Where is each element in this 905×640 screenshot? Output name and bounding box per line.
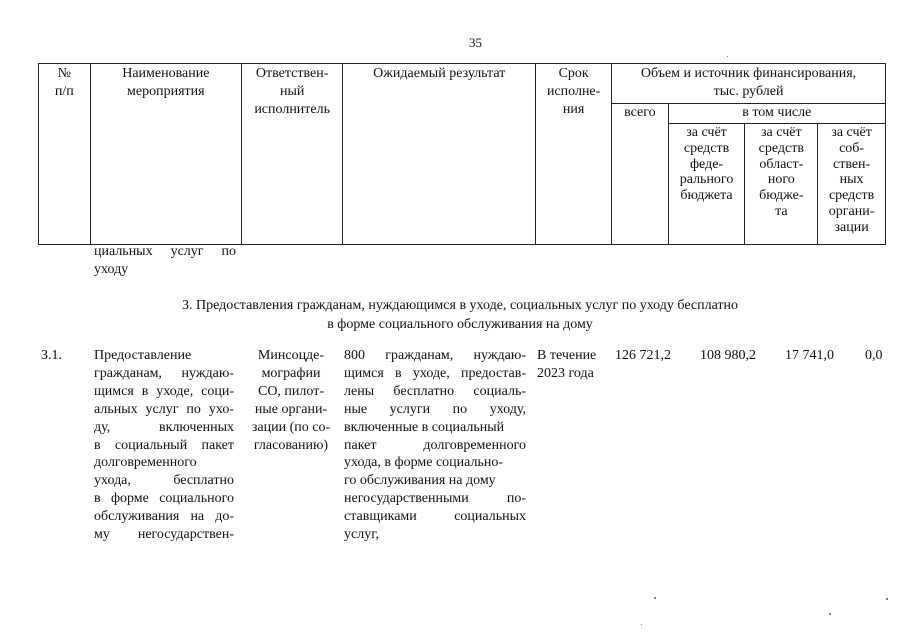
row-own: 0,0 — [865, 348, 883, 363]
header-finance: Объем и источник финансирования, тыс. рублей — [612, 64, 886, 104]
section-title-line-2: в форме социального обслуживания на дому — [327, 317, 593, 332]
header-regional: за счёт средств област- ного бюдже- та — [745, 124, 818, 245]
continuation-line-2: уходу — [94, 262, 129, 277]
header-name: Наименование мероприятия — [90, 64, 242, 245]
scan-speck — [727, 56, 728, 57]
header-executor: Ответствен- ный исполнитель — [242, 64, 343, 245]
header-total: всего — [612, 104, 669, 245]
header-num: № п/п — [39, 64, 91, 245]
header-table — [38, 63, 886, 245]
continuation-line-1: циальных услуг по — [94, 244, 236, 259]
header-including: в том числе — [668, 104, 885, 124]
row-total: 126 721,2 — [615, 348, 671, 363]
scan-speck — [641, 624, 642, 625]
page-number: 35 — [469, 35, 482, 50]
row-name: Предоставление гражданам, нуждаю- щимся в уходе, соци- альных услуг по ухо- ду, включенных в социальный пакет долговременного ухода, бесплатно в форме социального обслуживания на до- му негосударствен- — [94, 348, 234, 543]
continuation-text — [94, 243, 236, 279]
header-own: за счёт соб- ствен- ных средств органи- зации — [818, 124, 886, 245]
row-executor: Минсоцде- мографии СО, пилот- ные органи- зации (по со- гласованию) — [251, 348, 331, 453]
row-regional: 17 741,0 — [785, 348, 834, 363]
row-result: 800 гражданам, нуждаю- щимся в уходе, предостав- лены бесплатно социаль- ные услуги по уходу, включенные в социальный пакет долговременного ухода, в форме социально- го обслуживания на дому негосударственными по- ставщиками социальных услуг, — [344, 348, 526, 543]
row-term: В течение 2023 года — [537, 348, 597, 381]
scan-speck — [829, 613, 831, 615]
row-number: 3.1. — [41, 348, 62, 363]
row-federal: 108 980,2 — [700, 348, 756, 363]
header-result: Ожидаемый результат — [343, 64, 536, 245]
header-term: Срок исполне- ния — [536, 64, 612, 245]
header-federal: за счёт средств феде- рального бюджета — [668, 124, 745, 245]
scan-speck — [654, 597, 656, 599]
scan-speck — [886, 598, 888, 600]
section-title — [60, 296, 860, 334]
section-title-line-1: 3. Предоставления гражданам, нуждающимся в уходе, социальных услуг по уходу бесплатно — [181, 298, 739, 313]
